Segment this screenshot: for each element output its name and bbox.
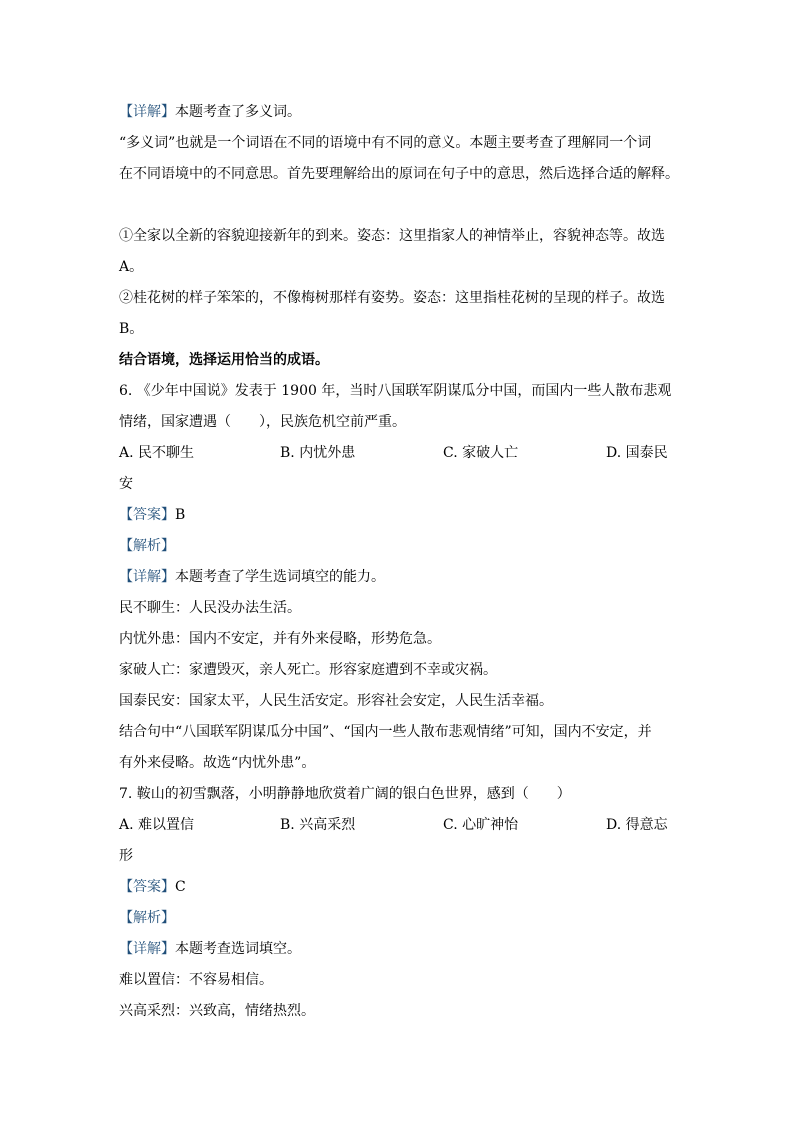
option-b: B. 兴高采烈	[280, 817, 356, 833]
option-c: C. 心旷神怡	[443, 817, 519, 833]
options-row	[119, 810, 679, 841]
analysis-line	[119, 531, 679, 562]
explanation-line: 内忧外患：国内不安定，并有外来侵略，形势危急。	[119, 631, 441, 647]
document-page	[119, 97, 679, 1027]
option-d: D. 国泰民	[606, 445, 668, 461]
detail-text: 本题考查选词填空。	[175, 941, 301, 957]
answer-line	[119, 872, 679, 903]
analysis-tag: 【解析】	[119, 538, 175, 554]
answer-tag: 【答案】	[119, 879, 175, 895]
option-b: B. 内忧外患	[280, 445, 356, 461]
spacer	[119, 190, 679, 221]
detail-line	[119, 97, 679, 128]
detail-text: 本题考查了学生选词填空的能力。	[175, 569, 385, 585]
section-heading: 结合语境，选择运用恰当的成语。	[119, 352, 329, 368]
explanation-line: B。	[119, 321, 144, 337]
option-a: A. 民不聊生	[119, 445, 195, 461]
option-a: A. 难以置信	[119, 817, 195, 833]
analysis-line	[119, 903, 679, 934]
answer-value: C	[175, 879, 186, 895]
question-stem: 6. 《少年中国说》发表于 1900 年，当时八国联军阴谋瓜分中国，而国内一些人散布悲观	[119, 383, 672, 399]
explanation-line: 国泰民安：国家太平，人民生活安定。形容社会安定，人民生活幸福。	[119, 693, 553, 709]
explanation-line: ①全家以全新的容貌迎接新年的到来。姿态：这里指家人的神情举止，容貌神态等。故选	[119, 228, 665, 244]
option-wrap: 安	[119, 476, 133, 492]
detail-tag: 【详解】	[119, 941, 175, 957]
question-stem: 7. 鞍山的初雪飘落，小明静静地欣赏着广阔的银白色世界，感到（ ）	[119, 786, 571, 802]
paragraph-line: “多义词”也就是一个词语在不同的语境中有不同的意义。本题主要考查了理解同一个词	[119, 135, 652, 151]
explanation-line: 家破人亡：家遭毁灭，亲人死亡。形容家庭遭到不幸或灾祸。	[119, 662, 497, 678]
paragraph-line: 在不同语境中的不同意思。首先要理解给出的原词在句子中的意思，然后选择合适的解释。	[119, 166, 679, 182]
question-stem: 情绪，国家遭遇（ ），民族危机空前严重。	[119, 414, 406, 430]
answer-value: B	[175, 507, 186, 523]
analysis-tag: 【解析】	[119, 910, 175, 926]
explanation-line: 有外来侵略。故选“内忧外患”。	[119, 755, 316, 771]
explanation-line: A。	[119, 259, 144, 275]
answer-tag: 【答案】	[119, 507, 175, 523]
detail-text: 本题考查了多义词。	[175, 104, 301, 120]
option-c: C. 家破人亡	[443, 445, 519, 461]
options-row	[119, 438, 679, 469]
option-d: D. 得意忘	[606, 817, 668, 833]
detail-tag: 【详解】	[119, 104, 175, 120]
explanation-line: 民不聊生：人民没办法生活。	[119, 600, 301, 616]
option-wrap: 形	[119, 848, 133, 864]
explanation-line: 难以置信：不容易相信。	[119, 972, 273, 988]
answer-line	[119, 500, 679, 531]
explanation-line: ②桂花树的样子笨笨的，不像梅树那样有姿势。姿态：这里指桂花树的呈现的样子。故选	[119, 290, 665, 306]
detail-line	[119, 934, 679, 965]
detail-line	[119, 562, 679, 593]
detail-tag: 【详解】	[119, 569, 175, 585]
explanation-line: 兴高采烈：兴致高，情绪热烈。	[119, 1003, 315, 1019]
explanation-line: 结合句中“八国联军阴谋瓜分中国”、“国内一些人散布悲观情绪”可知，国内不安定，并	[119, 724, 652, 740]
